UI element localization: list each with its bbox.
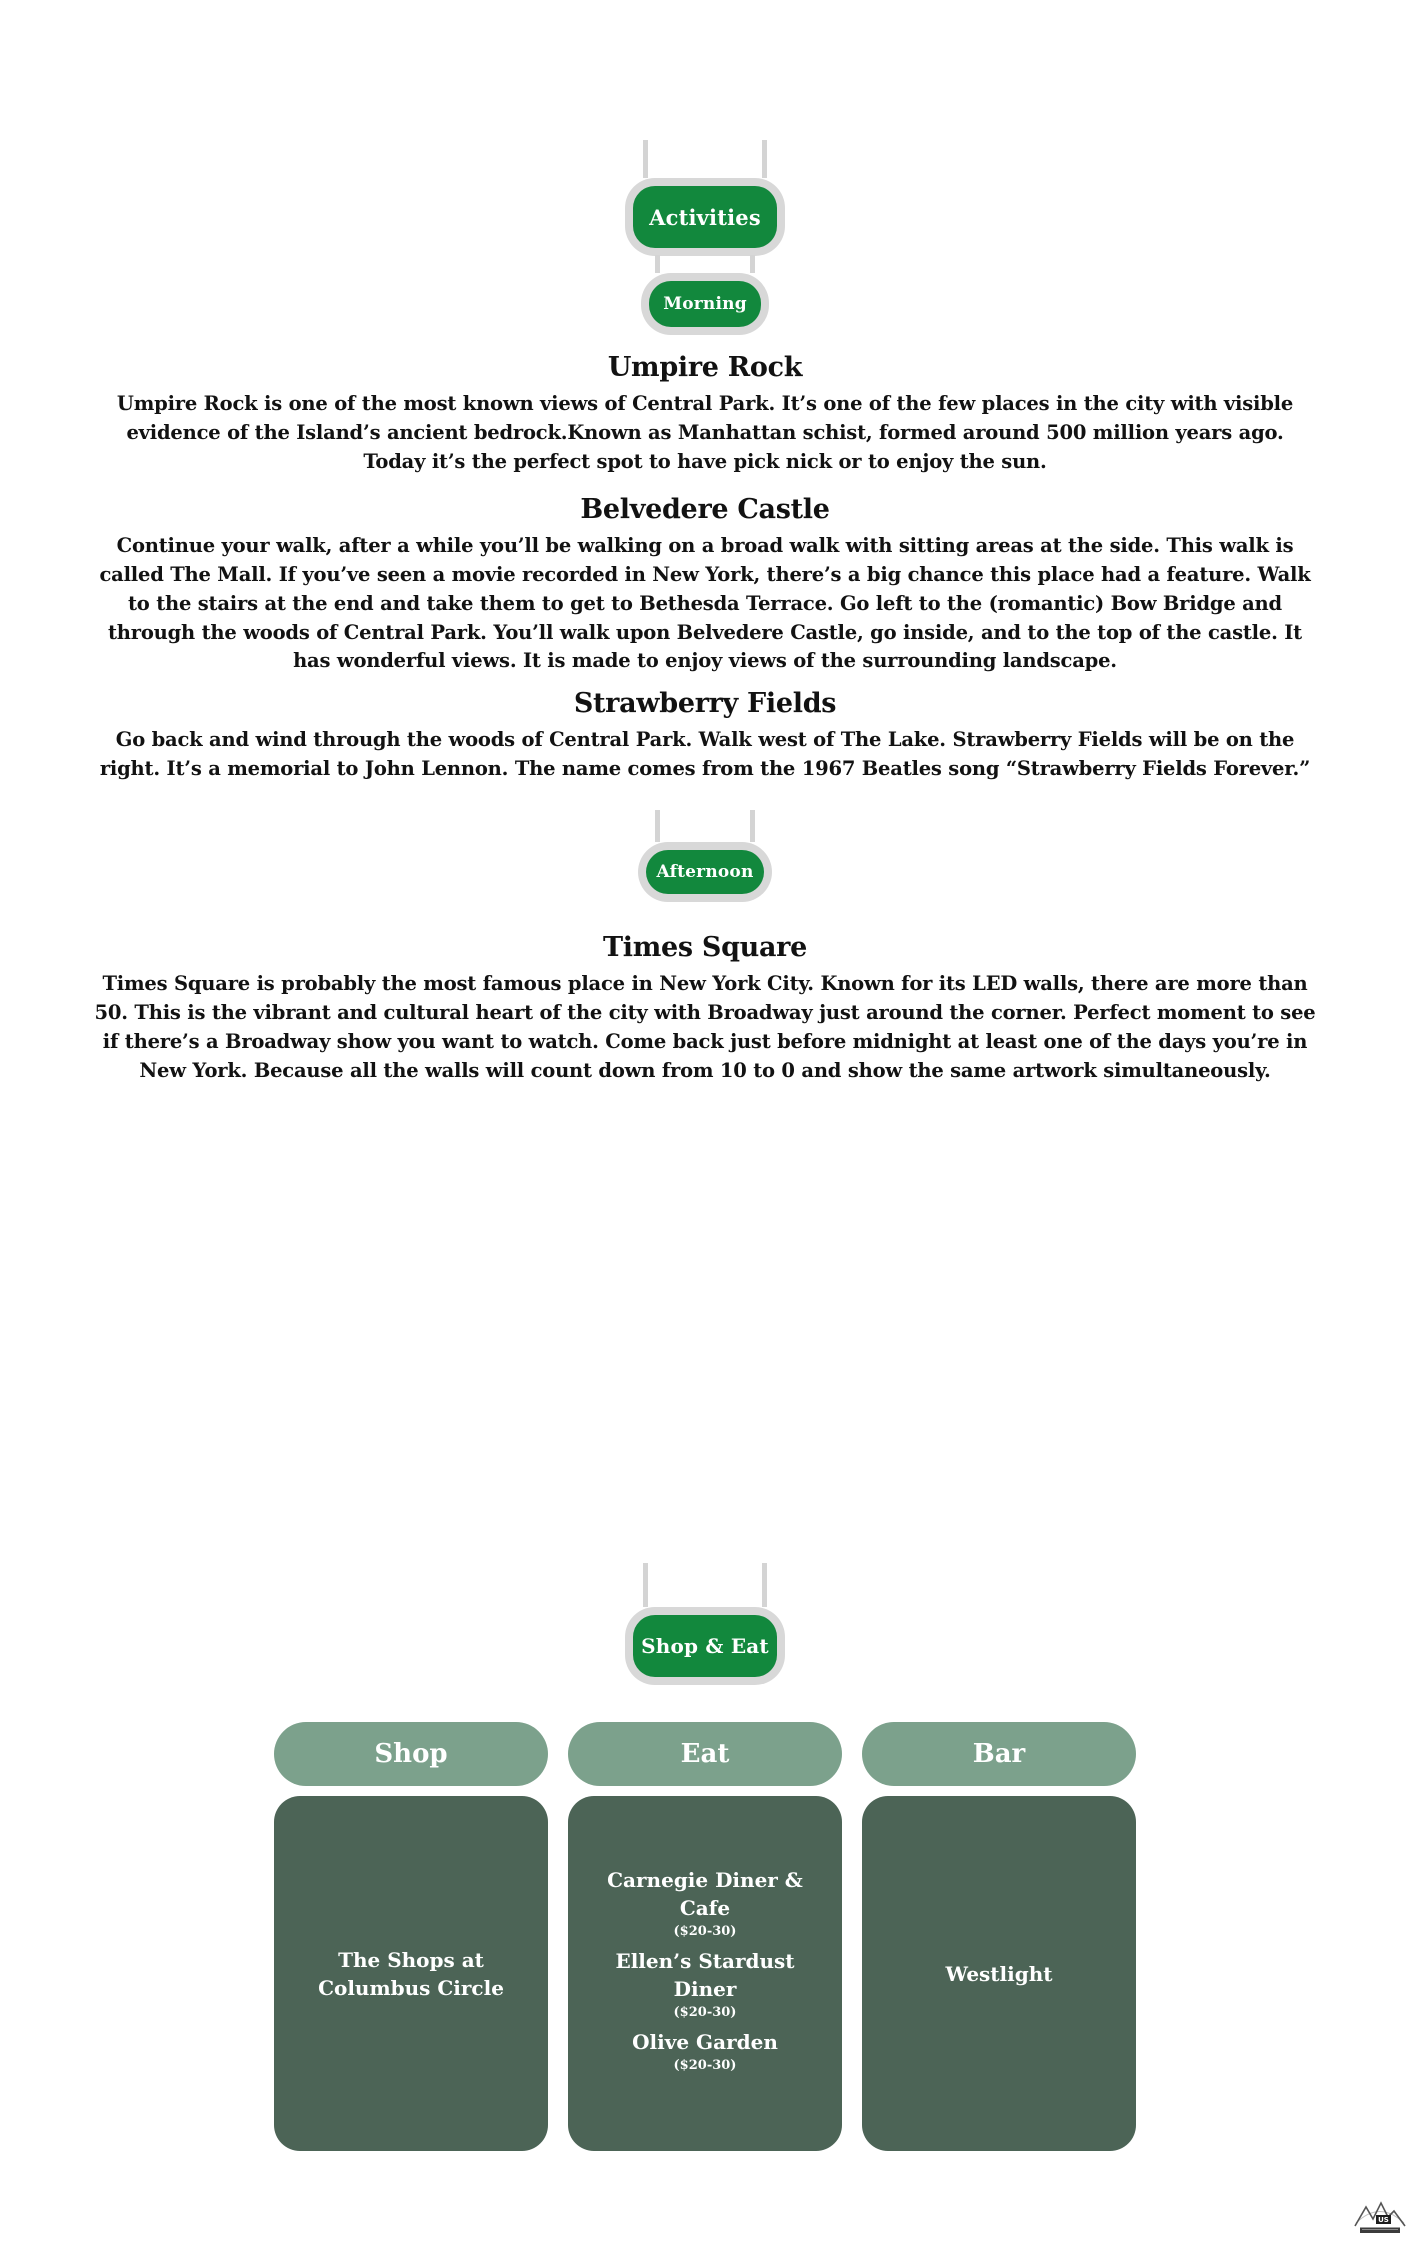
activities-sign	[625, 140, 785, 256]
sign-post-left	[643, 140, 648, 178]
logo-wordmark-texture	[1362, 2229, 1398, 2230]
section-body: Times Square is probably the most famous place in New York City. Known for its LED walls, there are more than 50. This is the vibrant and cultural heart of the city with Broadway just around the corner. Perfect moment to see if there’s a Broadway show you want to watch. Come back just before midnight at least one of the days you’re in New York. Because all the walls will count down from 10 to 0 and show the same artwork simultaneously.	[94, 972, 1316, 1082]
shop-eat-bar-columns	[274, 1722, 1136, 2151]
section-body: Umpire Rock is one of the most known views of Central Park. It’s one of the few places in the city with visible evidence of the Island’s ancient bedrock.Known as Manhattan schist, formed around 500 million years ago. Today it’s the perfect spot to have pick nick or to enjoy the sun.	[116, 392, 1294, 473]
sign-board	[641, 273, 769, 335]
section-strawberry-fields	[93, 688, 1318, 784]
list-item: The Shops at Columbus Circle	[318, 1947, 504, 2000]
eat-header-pill: Eat	[568, 1722, 842, 1786]
sign-post-left	[655, 255, 660, 273]
bar-header-pill: Bar	[862, 1722, 1136, 1786]
sign-board	[625, 178, 785, 256]
shop-and-eat-sign-label: Shop & Eat	[633, 1615, 777, 1677]
list-item: Olive Garden	[632, 2030, 778, 2054]
footer-logo	[1354, 2196, 1406, 2238]
list-item-price: ($20-30)	[673, 2005, 737, 2020]
list-item: Ellen’s Stardust Diner	[615, 1949, 795, 2001]
afternoon-sign	[638, 810, 772, 902]
section-belvedere-castle	[93, 494, 1318, 676]
section-body: Continue your walk, after a while you’ll be walking on a broad walk with sitting areas at the side. This walk is called The Mall. If you’ve seen a movie recorded in New York, there’s a big chance this place had a feature. Walk to the stairs at the end and take them to get to Bethesda Terrace. Go left to the (romantic) Bow Bridge and through the woods of Central Park. You’ll walk upon Belvedere Castle, go inside, and to the top of the castle. It has wonderful views. It is made to enjoy views of the surrounding landscape.	[99, 534, 1311, 673]
logo-us-text: US	[1378, 2216, 1389, 2225]
sign-post-right	[762, 1563, 767, 1607]
activities-sign-label: Activities	[633, 186, 777, 248]
shop-and-eat-sign	[625, 1563, 785, 1685]
sign-board	[638, 842, 772, 902]
section-umpire-rock	[93, 352, 1318, 477]
mountains-logo-icon	[1354, 2196, 1406, 2238]
morning-sign	[641, 255, 769, 335]
logo-wordmark-strip	[1360, 2228, 1400, 2234]
shop-header-pill: Shop	[274, 1722, 548, 1786]
sign-post-right	[750, 810, 755, 842]
column-bar	[862, 1722, 1136, 2151]
sign-post-right	[750, 255, 755, 273]
list-item-price: ($20-30)	[673, 1924, 737, 1939]
bar-card	[862, 1796, 1136, 2151]
list-item-price: ($20-30)	[673, 2058, 737, 2073]
section-body: Go back and wind through the woods of Central Park. Walk west of The Lake. Strawberry Fields will be on the right. It’s a memorial to John Lennon. The name comes from the 1967 Beatles song “Strawberry Fields Forever.”	[99, 728, 1311, 780]
sign-posts	[655, 810, 755, 842]
sign-posts	[643, 1563, 767, 1607]
shop-card	[274, 1796, 548, 2151]
list-item: Westlight	[945, 1961, 1053, 1986]
section-title: Umpire Rock	[607, 352, 803, 383]
section-title: Strawberry Fields	[573, 688, 837, 719]
section-times-square	[93, 932, 1318, 1085]
section-title: Times Square	[602, 932, 807, 963]
afternoon-sign-label: Afternoon	[646, 850, 764, 894]
list-item: Carnegie Diner & Cafe	[607, 1868, 803, 1920]
sign-post-right	[762, 140, 767, 178]
section-title: Belvedere Castle	[580, 494, 830, 525]
sign-posts	[655, 255, 755, 273]
sign-post-left	[643, 1563, 648, 1607]
morning-sign-label: Morning	[649, 281, 761, 327]
sign-post-left	[655, 810, 660, 842]
sign-board	[625, 1607, 785, 1685]
sign-posts	[643, 140, 767, 178]
eat-card	[568, 1796, 842, 2151]
column-eat	[568, 1722, 842, 2151]
column-shop	[274, 1722, 548, 2151]
